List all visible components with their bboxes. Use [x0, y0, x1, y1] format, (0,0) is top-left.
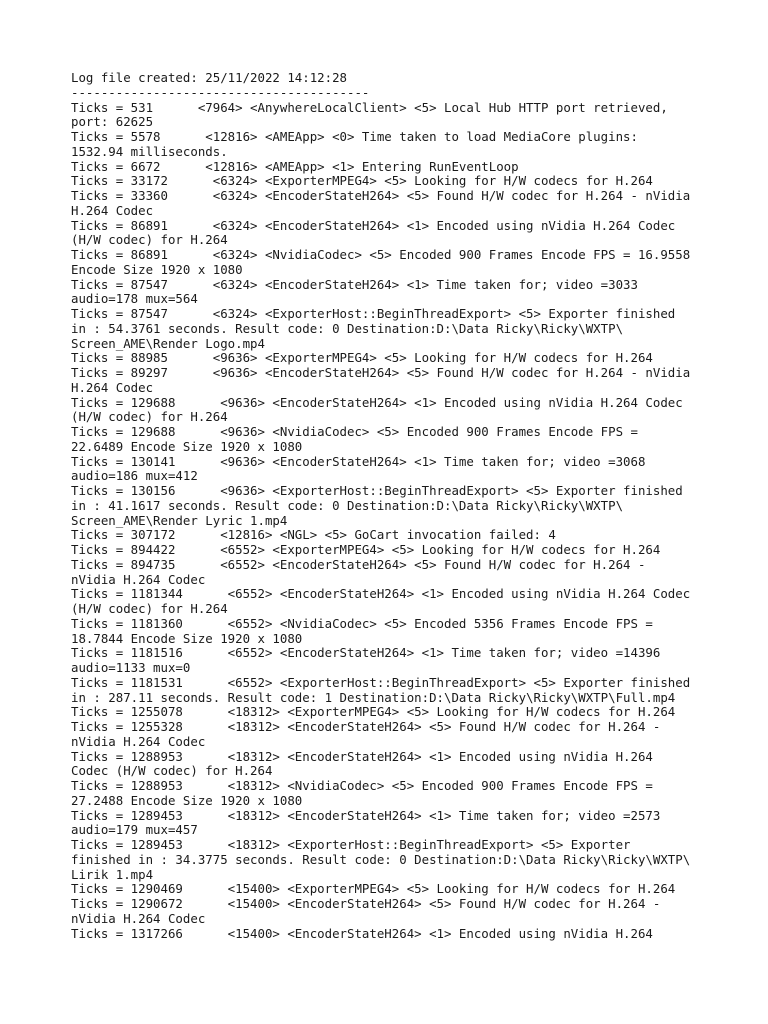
log-line: in : 287.11 seconds. Result code: 1 Destination:D:\Data Ricky\Ricky\WXTP\Full.mp4: [71, 689, 676, 705]
log-line: Ticks = 1317266 <15400> <EncoderStateH264> <1> Encoded using nVidia H.264: [71, 925, 653, 941]
log-line: Ticks = 1255328 <18312> <EncoderStateH264> <5> Found H/W codec for H.264 -: [71, 719, 661, 734]
log-line: Ticks = 129688 <9636> <EncoderStateH264> <1> Encoded using nVidia H.264 Codec: [71, 394, 683, 410]
log-line: 1532.94 milliseconds.: [71, 143, 228, 159]
log-line: Ticks = 1289453 <18312> <ExporterHost::BeginThreadExport> <5> Exporter: [71, 837, 631, 852]
log-line: Ticks = 130141 <9636> <EncoderStateH264> <1> Time taken for; video =3068: [71, 453, 646, 469]
log-line: H.264 Codec: [71, 202, 154, 218]
log-line: 27.2488 Encode Size 1920 x 1080: [71, 792, 303, 808]
log-line: Ticks = 87547 <6324> <ExporterHost::BeginThreadExport> <5> Exporter finished: [71, 306, 676, 321]
log-line: Screen_AME\Render Lyric 1.mp4: [71, 512, 288, 528]
log-line: Ticks = 894735 <6552> <EncoderStateH264> <5> Found H/W codec for H.264 -: [71, 556, 646, 572]
log-line: in : 41.1617 seconds. Result code: 0 Destination:D:\Data Ricky\Ricky\WXTP\: [71, 497, 624, 513]
log-line: Ticks = 129688 <9636> <NvidiaCodec> <5> Encoded 900 Frames Encode FPS =: [71, 424, 638, 439]
log-header-line: Log file created: 25/11/2022 14:12:28: [71, 70, 348, 85]
log-line: Ticks = 1181360 <6552> <NvidiaCodec> <5> Encoded 5356 Frames Encode FPS =: [71, 615, 653, 631]
log-line: (H/W codec) for H.264: [71, 232, 228, 248]
log-line: Screen_AME\Render Logo.mp4: [71, 335, 265, 351]
log-line: Ticks = 5578 <12816> <AMEApp> <0> Time taken to load MediaCore plugins:: [71, 129, 638, 144]
log-line: Ticks = 531 <7964> <AnywhereLocalClient> <5> Local Hub HTTP port retrieved,: [71, 99, 668, 115]
log-line: audio=178 mux=564: [71, 291, 198, 307]
log-line: (H/W codec) for H.264: [71, 409, 228, 425]
log-line: Ticks = 87547 <6324> <EncoderStateH264> <1> Time taken for; video =3033: [71, 276, 638, 292]
log-line: (H/W codec) for H.264: [71, 601, 228, 616]
log-line: Ticks = 1181516 <6552> <EncoderStateH264> <1> Time taken for; video =14396: [71, 645, 661, 661]
log-line: Ticks = 894422 <6552> <ExporterMPEG4> <5> Looking for H/W codecs for H.264: [71, 542, 661, 557]
log-line: Lirik 1.mp4: [71, 866, 154, 882]
log-line: finished in : 34.3775 seconds. Result code: 0 Destination:D:\Data Ricky\Ricky\WXTP\: [71, 851, 691, 867]
log-line: Ticks = 33172 <6324> <ExporterMPEG4> <5> Looking for H/W codecs for H.264: [71, 173, 653, 189]
log-line: Codec (H/W codec) for H.264: [71, 763, 273, 779]
log-line: nVidia H.264 Codec: [71, 910, 206, 926]
log-line: Ticks = 1290672 <15400> <EncoderStateH264> <5> Found H/W codec for H.264 -: [71, 896, 661, 911]
log-line: Ticks = 33360 <6324> <EncoderStateH264> <5> Found H/W codec for H.264 - nVidia: [71, 188, 691, 203]
log-line: Encode Size 1920 x 1080: [71, 261, 243, 277]
log-line: 22.6489 Encode Size 1920 x 1080: [71, 438, 303, 454]
log-line: Ticks = 1255078 <18312> <ExporterMPEG4> <5> Looking for H/W codecs for H.264: [71, 704, 676, 720]
log-line: Ticks = 1288953 <18312> <EncoderStateH264> <1> Encoded using nVidia H.264: [71, 748, 653, 764]
log-line: nVidia H.264 Codec: [71, 733, 206, 749]
log-line: Ticks = 89297 <9636> <EncoderStateH264> <5> Found H/W codec for H.264 - nVidia: [71, 365, 691, 380]
log-line: Ticks = 6672 <12816> <AMEApp> <1> Entering RunEventLoop: [71, 158, 519, 174]
log-line: Ticks = 1290469 <15400> <ExporterMPEG4> <5> Looking for H/W codecs for H.264: [71, 881, 676, 897]
log-line: audio=179 mux=457: [71, 822, 198, 838]
log-line: Ticks = 1181344 <6552> <EncoderStateH264> <1> Encoded using nVidia H.264 Codec: [71, 586, 691, 602]
log-line: Ticks = 86891 <6324> <NvidiaCodec> <5> Encoded 900 Frames Encode FPS = 16.9558: [71, 247, 691, 262]
log-line: Ticks = 88985 <9636> <ExporterMPEG4> <5> Looking for H/W codecs for H.264: [71, 350, 653, 366]
log-line: Ticks = 307172 <12816> <NGL> <5> GoCart invocation failed: 4: [71, 527, 556, 543]
log-text-block: [71, 71, 711, 941]
log-line: H.264 Codec: [71, 379, 154, 395]
log-line: port: 62625: [71, 114, 154, 130]
log-line: Ticks = 1181531 <6552> <ExporterHost::BeginThreadExport> <5> Exporter finished: [71, 674, 691, 690]
log-line: Ticks = 1288953 <18312> <NvidiaCodec> <5> Encoded 900 Frames Encode FPS =: [71, 778, 653, 793]
log-line: Ticks = 86891 <6324> <EncoderStateH264> <1> Encoded using nVidia H.264 Codec: [71, 217, 676, 233]
log-line: 18.7844 Encode Size 1920 x 1080: [71, 630, 303, 646]
log-line: nVidia H.264 Codec: [71, 571, 206, 587]
log-line: audio=186 mux=412: [71, 468, 198, 484]
log-line: audio=1133 mux=0: [71, 660, 191, 675]
log-separator-line: ----------------------------------------: [71, 84, 370, 100]
log-line: in : 54.3761 seconds. Result code: 0 Destination:D:\Data Ricky\Ricky\WXTP\: [71, 320, 624, 336]
log-line: Ticks = 1289453 <18312> <EncoderStateH264> <1> Time taken for; video =2573: [71, 807, 661, 823]
log-line: Ticks = 130156 <9636> <ExporterHost::BeginThreadExport> <5> Exporter finished: [71, 483, 683, 498]
